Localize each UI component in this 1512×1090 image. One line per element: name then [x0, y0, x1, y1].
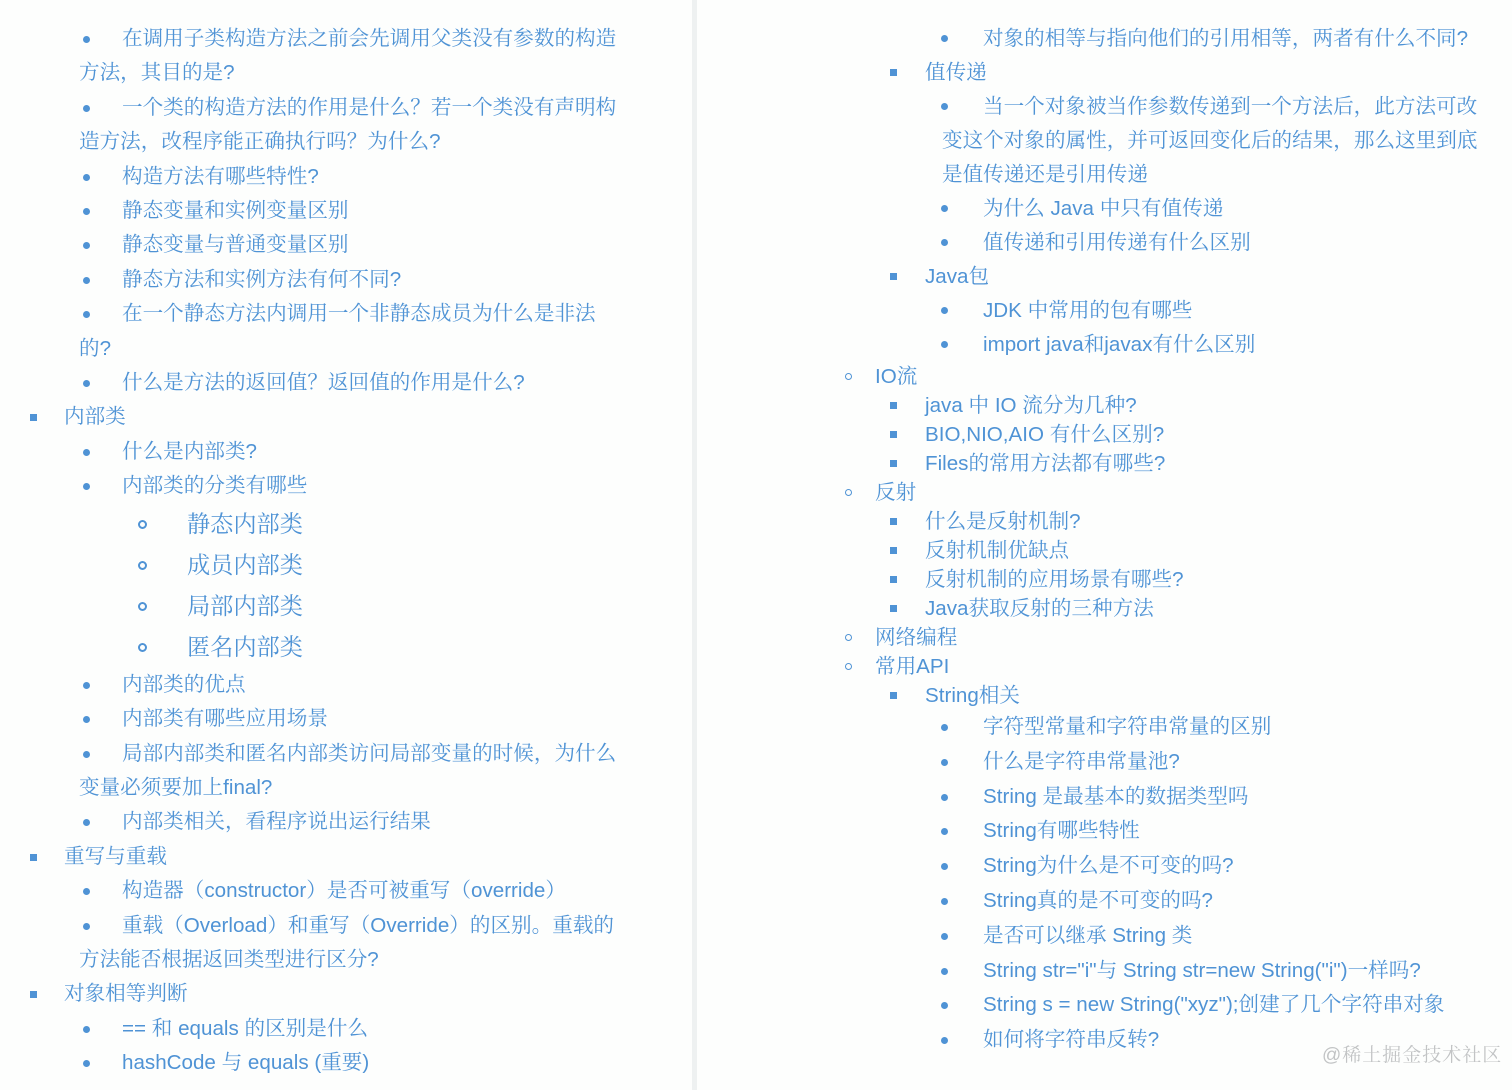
outline-item-text: String真的是不可变的吗? — [983, 888, 1213, 912]
outline-item-text: 匿名内部类 — [187, 633, 303, 660]
outline-item-text: BIO,NIO,AIO 有什么区别? — [925, 423, 1165, 446]
outline-item-text: 静态方法和实例方法有何不同? — [122, 267, 402, 291]
outline-item-text: 局部内部类 — [187, 592, 303, 619]
outline-item-text: 局部内部类和匿名内部类访问局部变量的时候，为什么变量必须要加上final? — [79, 741, 617, 799]
outline-item — [942, 814, 1478, 849]
outline-item-text: 什么是字符串常量池? — [983, 749, 1180, 773]
outline-item — [942, 328, 1478, 362]
outline-item — [942, 90, 1478, 192]
outline-item-text: == 和 equals 的区别是什么 — [122, 1016, 369, 1040]
outline-item-text: 为什么 Java 中只有值传递 — [983, 197, 1224, 220]
square-bullet-icon — [890, 547, 897, 554]
outline-item — [942, 192, 1478, 226]
outline-item — [925, 391, 1478, 420]
disc-bullet-icon — [941, 933, 948, 940]
outline-item — [925, 56, 1478, 90]
square-bullet-icon — [890, 402, 897, 409]
disc-bullet-icon — [941, 1002, 948, 1009]
outline-item-text: 什么是内部类? — [122, 439, 258, 463]
circle-bullet-icon — [845, 373, 852, 380]
outline-item-text: 对象相等判断 — [64, 982, 188, 1006]
outline-item-text: import java和javax有什么区别 — [983, 333, 1256, 356]
outline-item-text: 内部类有哪些应用场景 — [122, 707, 328, 731]
outline-item — [942, 226, 1478, 260]
outline-item-text: 在调用子类构造方法之前会先调用父类没有参数的构造方法，其目的是? — [79, 27, 617, 85]
outline-item-text: 在一个静态方法内调用一个非静态成员为什么是非法的? — [79, 302, 596, 360]
outline-item — [925, 507, 1478, 536]
outline-item-text: String有哪些特性 — [983, 819, 1140, 843]
outline-item-text: 内部类 — [64, 405, 126, 429]
disc-bullet-icon — [941, 1037, 948, 1044]
outline-item-text: Java获取反射的三种方法 — [925, 597, 1154, 620]
outline-item-text: 什么是方法的返回值？返回值的作用是什么? — [122, 371, 525, 395]
outline-item-text: 成员内部类 — [187, 551, 303, 578]
outline-item-text: Files的常用方法都有哪些? — [925, 452, 1166, 475]
outline-item-text: java 中 IO 流分为几种? — [925, 394, 1137, 417]
outline-item-text: 反射机制优缺点 — [925, 539, 1070, 562]
outline-item-text: Java包 — [925, 265, 990, 288]
outline-item-text: 内部类的分类有哪些 — [122, 474, 308, 498]
outline-item-text: 什么是反射机制? — [925, 510, 1081, 533]
outline-item-text: String 是最基本的数据类型吗 — [983, 784, 1249, 808]
disc-bullet-icon — [941, 103, 948, 110]
outline-item — [925, 536, 1478, 565]
outline-item — [942, 745, 1478, 780]
outline-item — [925, 420, 1478, 449]
square-bullet-icon — [890, 431, 897, 438]
disc-bullet-icon — [941, 898, 948, 905]
square-bullet-icon — [890, 576, 897, 583]
disc-bullet-icon — [941, 239, 948, 246]
disc-bullet-icon — [941, 863, 948, 870]
outline-item — [925, 260, 1478, 294]
outline-item — [942, 884, 1478, 919]
outline-item — [942, 780, 1478, 815]
outline-item-text: 构造器（constructor）是否可被重写（override） — [122, 879, 566, 903]
disc-bullet-icon — [941, 968, 948, 975]
outline-item-text: 如何将字符串反转? — [983, 1028, 1160, 1052]
disc-bullet-icon — [941, 307, 948, 314]
outline-item — [875, 478, 1478, 507]
outline-item — [942, 849, 1478, 884]
outline-item — [942, 954, 1478, 989]
disc-bullet-icon — [941, 828, 948, 835]
outline-item-text: 静态变量与普通变量区别 — [122, 233, 349, 257]
outline-item — [875, 623, 1478, 652]
disc-bullet-icon — [941, 794, 948, 801]
outline-item-text: 字符型常量和字符串常量的区别 — [983, 715, 1272, 738]
outline-item — [942, 710, 1478, 745]
outline-item-text: 值传递和引用传递有什么区别 — [983, 231, 1251, 254]
outline-item-text: 当一个对象被当作参数传递到一个方法后，此方法可改变这个对象的属性，并可返回变化后的结果，那么这里到底是值传递还是引用传递 — [942, 95, 1478, 186]
outline-item — [942, 919, 1478, 954]
outline-item-text: 内部类的优点 — [122, 672, 246, 696]
outline-item-text: 重载（Overload）和重写（Override）的区别。重载的方法能否根据返回类型进行区分? — [79, 913, 615, 971]
outline-item-text: 值传递 — [925, 61, 987, 84]
disc-bullet-icon — [941, 205, 948, 212]
outline-item-text: 构造方法有哪些特性? — [122, 164, 319, 188]
outline-item-text: 网络编程 — [875, 626, 958, 649]
outline-item-text: JDK 中常用的包有哪些 — [983, 299, 1193, 322]
watermark: @稀土掘金技术社区 — [1322, 1045, 1503, 1066]
outline-item — [942, 988, 1478, 1023]
outline-item — [875, 652, 1478, 681]
outline-item — [875, 362, 1478, 391]
disc-bullet-icon — [941, 759, 948, 766]
circle-bullet-icon — [845, 663, 852, 670]
outline-item — [925, 565, 1478, 594]
outline-item-text: IO流 — [875, 365, 918, 388]
outline-item-text: String str="i"与 String str=new String("i")一样吗? — [983, 958, 1421, 982]
outline-item-text: 是否可以继承 String 类 — [983, 923, 1193, 947]
outline-item-text: hashCode 与 equals (重要) — [122, 1051, 370, 1075]
outline-item-text: 一个类的构造方法的作用是什么？若一个类没有声明构造方法，改程序能正确执行吗？为什么? — [79, 95, 617, 154]
outline-item-text: 重写与重载 — [64, 844, 167, 868]
outline-item-text: 常用API — [875, 655, 950, 678]
square-bullet-icon — [890, 273, 897, 280]
outline-item — [925, 449, 1478, 478]
outline-item — [942, 294, 1478, 328]
square-bullet-icon — [890, 460, 897, 467]
disc-bullet-icon — [83, 1060, 90, 1067]
disc-bullet-icon — [941, 724, 948, 731]
outline-item-text: 反射机制的应用场景有哪些? — [925, 568, 1184, 591]
outline-item-text: 内部类相关，看程序说出运行结果 — [122, 810, 431, 834]
outline-item-text: String为什么是不可变的吗? — [983, 854, 1234, 878]
disc-bullet-icon — [941, 35, 948, 42]
outline-item-text: 反射 — [875, 481, 917, 504]
outline-item — [925, 681, 1478, 710]
outline-item-text: 静态内部类 — [187, 510, 303, 537]
square-bullet-icon — [890, 518, 897, 525]
outline-item-text: 静态变量和实例变量区别 — [122, 199, 349, 223]
outline-item — [942, 22, 1478, 56]
square-bullet-icon — [890, 605, 897, 612]
outline-item-text: String s = new String("xyz");创建了几个字符串对象 — [983, 993, 1445, 1017]
outline-item-text: String相关 — [925, 684, 1020, 707]
circle-bullet-icon — [845, 489, 852, 496]
square-bullet-icon — [890, 69, 897, 76]
outline-item-text: 对象的相等与指向他们的引用相等，两者有什么不同? — [983, 27, 1469, 50]
square-bullet-icon — [890, 692, 897, 699]
circle-bullet-icon — [845, 634, 852, 641]
disc-bullet-icon — [941, 341, 948, 348]
outline-item — [925, 594, 1478, 623]
